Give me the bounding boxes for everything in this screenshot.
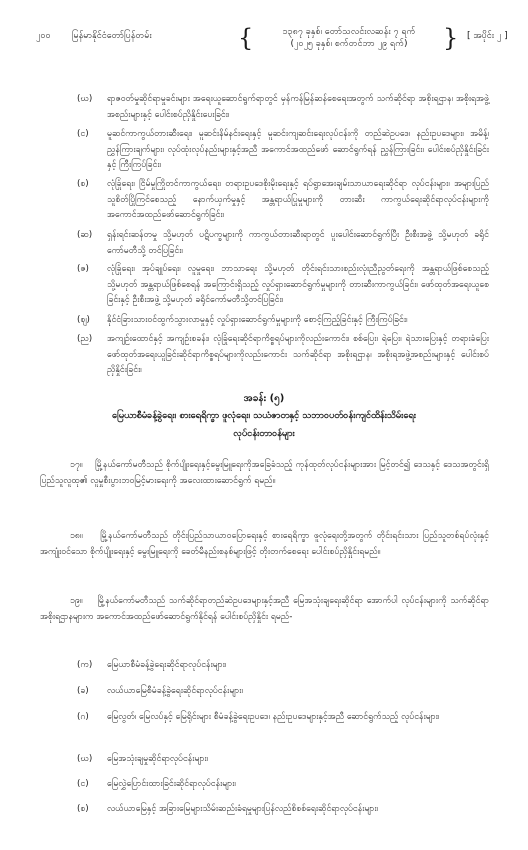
list-item bbox=[77, 710, 489, 726]
list-item bbox=[77, 802, 489, 818]
item-text: မြေလွှဲပြောင်းထားခြင်းဆိုင်ရာလုပ်ငန်းများ၊ bbox=[107, 779, 236, 789]
section-body: မြို့နယ်ကော်မတီသည် သက်ဆိုင်ရာတည်ဆဲဥပဒေများနှင့်အညီ မြေအသုံးချရေးဆိုင်ရာ အောက်ပါ လုပ်ငန်းများကို သက်ဆိုင်ရာအစိုးရဌာနများက အကောင်အထည်ဖော်ဆောင်ရွက်နိုင်ရန် ပေါင်းစပ်ညှိနှိုင်း ရမည်- bbox=[40, 596, 490, 622]
item-text: လုံခြုံရေး၊ ငြိမ်မှုကြိုတင်ကာကွယ်ရေး၊ တရားဥပဒေစိုးမိုးရေးနှင့် ရပ်ရွာအေးချမ်းသာယာရေးဆိုင်ရာ လုပ်ငန်းများ၊ အများပြည်သူစိတ်ပြိုကြင်စေသည့် နောက်ယှက်မှုနှင့် အန္တရာယ်ပြုမှုများကို တားဆီး ကာကွယ်ရေးဆိုင်ရာလုပ်ငန်းများကို အကောင်အထည်ဖော်ဆောင်ရွက်ခြင်း၊ bbox=[107, 179, 489, 220]
section-number: ၁၉။ bbox=[70, 596, 83, 606]
list-item bbox=[77, 777, 489, 793]
section-number: ၁၇။ bbox=[70, 460, 83, 470]
right-brace: } bbox=[443, 24, 459, 52]
item-label: (ဃ) bbox=[77, 754, 93, 764]
section-body: မြို့နယ်ကော်မတီသည် စိုက်ပျိုးရေးနှင့်မွေးမြူရေးကိုအခြေခံသည့် ကုန်ထုတ်လုပ်ငန်းများအား မြင့်တင်၍ ဒေသနှင့် ဒေသအတွင်းရှိ ပြည်သူလူထု၏ လူမှုစီးပွားဘဝမြင့်မားရေးကို အလေးထားဆောင်ရွက် ရမည်။ bbox=[40, 460, 489, 486]
list-item bbox=[77, 228, 489, 259]
item-label: (ဇ) bbox=[77, 264, 89, 274]
item-text: မြေအသုံးချမှုဆိုင်ရာလုပ်ငန်းများ၊ bbox=[107, 754, 209, 764]
section-text bbox=[40, 458, 489, 489]
list-item bbox=[77, 332, 489, 379]
item-label: (ဆ) bbox=[77, 230, 93, 240]
list-item bbox=[77, 262, 489, 309]
item-text: အကျဉ်းထောင်နှင့် အကျဉ်းစခန်း၊ လုံခြုံရေးဆိုင်ရာကိစ္စရပ်များကိုလည်းကောင်း၊ စစ်ပြေး၊ ရဲပြေး၊ ရဲသားပြေးနှင့် တရားခံပြေး ဖော်ထုတ်အရေးယူခြင်းဆိုင်ရာကိစ္စရပ်များကိုလည်းကောင်း သက်ဆိုင်ရာ အစိုးရဌာန၊ အစိုးရအဖွဲ့အစည်းများနှင့် ပေါင်းစပ်ညှိနှိုင်းခြင်း၊ bbox=[107, 334, 489, 375]
section-18 bbox=[40, 529, 489, 560]
section-body: မြို့နယ်ကော်မတီသည် တိုင်းပြည်သာယာဝပြောရေးနှင့် စားရေရိက္ခာ ဖူလုံရေးတို့အတွက် တိုင်းရင်းသား ပြည်သူတစ်ရပ်လုံးနှင့် အကျုံးဝင်သော စိုက်ပျိုးရေးနှင့် မွေးမြူရေးကို ခေတ်မီနည်းစနစ်များဖြင့် တိုးတက်စေရေး ပေါင်းစပ်ညှိနှိုင်းရမည်။ bbox=[40, 531, 490, 557]
part-label: [ အပိုင်း ၂ ] bbox=[467, 31, 508, 41]
section-17 bbox=[40, 458, 489, 489]
issue-date-line1: ၁၃၈၇ ခုနှစ်၊ တော်သလင်းလဆန်း ၇ ရက် bbox=[282, 27, 416, 37]
issue-date-line2: (၂၀၂၅ ခုနှစ်၊ စက်တင်ဘာ ၂၉ ရက်) bbox=[290, 39, 408, 49]
item-text: ရှန်းရင်းဆန်တမှု သို့မဟုတ် ပဋိပက္ခများကို ကာကွယ်တားဆီးရာတွင် ပူးပေါင်းဆောင်ရွက်ပြီး ဦးစီးအဖွဲ့ သို့မဟုတ် ခရိုင်ကော်မတီသို့ တင်ပြခြင်း၊ bbox=[107, 230, 489, 256]
list-item bbox=[77, 752, 489, 768]
item-label: (င) bbox=[77, 129, 89, 139]
section-text bbox=[40, 529, 489, 560]
item-label: (ဈ) bbox=[77, 315, 90, 325]
item-text: လယ်ယာမြေနှင့် အခြားမြေများသိမ်းဆည်းခံရမှုများပြန်လည်စိစစ်ရေးဆိုင်ရာလုပ်ငန်းများ၊ bbox=[107, 804, 378, 814]
item-text: လုံခြုံရေး၊ အုပ်ချုပ်ရေး၊ လူမှုရေး၊ ဘာသာရေး သို့မဟုတ် တိုင်းရင်းသားစည်းလုံးညီညွတ်ရေးကို အန္တရာယ်ဖြစ်စေသည့် သို့မဟုတ် အန္တရာယ်ဖြစ်စေရန် အကြောင်းရှိသည့် လှုပ်ရှားဆောင်ရွက်မှုများကို တားဆီးကာကွယ်ခြင်း၊ ဖော်ထုတ်အရေးယူစေခြင်းနှင့် ဦးစီးအဖွဲ့ သို့မဟုတ် ခရိုင်ကော်မတီသို့တင်ပြခြင်း၊ bbox=[107, 264, 489, 305]
item-label: (စ) bbox=[77, 179, 89, 189]
item-label: (ည) bbox=[77, 334, 93, 344]
item-label: (က) bbox=[77, 660, 93, 670]
chapter-title: အခန်း (၅) bbox=[243, 393, 285, 404]
list-item bbox=[77, 658, 489, 674]
chapter-heading-line1: မြေယာစီမံခန့်ခွဲရေး၊ စားရေရိက္ခာ ဖူလုံရေး၊ သယံဇာတနှင့် သဘာဝပတ်ဝန်းကျင်ထိန်းသိမ်းရေး bbox=[111, 410, 416, 421]
list-item bbox=[77, 313, 489, 329]
gazette-title: မြန်မာနိုင်ငံတော်ပြန်တမ်း bbox=[72, 31, 152, 41]
item-text: မူဆင်ကာကွယ်တားဆီးရေး၊ မူဆင်းနိမ်နင်းရေးနှင့် မူဆင်းကျဆင်းရေးလုပ်ငန်းကို တည်ဆဲဥပဒေ၊ နည်းဥပဒေများ၊ အမိန့်၊ ညွှန်ကြားချက်များ၊ လုပ်ထုံးလုပ်နည်းများနှင့်အညီ အကောင်အထည်ဖော် ဆောင်ရွက်ရန် ညွှန်ကြားခြင်း၊ ပေါင်းစပ်ညှိနှိုင်းခြင်းနှင့် ကြီးကြပ်ခြင်း၊ bbox=[107, 129, 489, 170]
page-number: ၂၀၀ bbox=[36, 31, 51, 41]
list-item bbox=[77, 684, 489, 700]
item-label: (ဂ) bbox=[77, 712, 89, 722]
item-label: (စ) bbox=[77, 804, 89, 814]
list-item bbox=[77, 92, 489, 123]
section-text bbox=[40, 594, 489, 625]
item-label: (င) bbox=[77, 779, 89, 789]
item-text: ရာဇဝတ်မှုဆိုင်ရာမှုခင်းများ အရေးယူဆောင်ရွက်ရာတွင် မှန်ကန်မြန်ဆန်စေရေးအတွက် သက်ဆိုင်ရာ အစိုးရဌာန၊ အစိုးရအဖွဲ့အစည်းများနှင့် ပေါင်းစပ်ညှိနှိုင်းပေးခြင်း၊ bbox=[107, 94, 489, 120]
left-brace: { bbox=[238, 24, 254, 52]
section-number: ၁၈။ bbox=[70, 531, 83, 541]
item-text: မြေယာစီမံခန့်ခွဲရေးဆိုင်ရာလုပ်ငန်းများ၊ bbox=[107, 660, 227, 670]
list-item bbox=[77, 127, 489, 174]
list-item bbox=[77, 177, 489, 224]
item-text: မြေလွတ်၊ မြေလပ်နှင့် မြေရိုင်းများ စီမံခန့်ခွဲရေးဥပဒေ၊ နည်းဥပဒေများနှင့်အညီ ဆောင်ရွက်သည့် လုပ်ငန်းများ၊ bbox=[107, 712, 440, 722]
item-label: (ခ) bbox=[77, 686, 89, 696]
item-label: (ဃ) bbox=[77, 94, 93, 104]
issue-date bbox=[268, 26, 430, 50]
chapter-heading-line2: လုပ်ငန်းတာဝန်များ bbox=[233, 428, 295, 439]
item-text: လယ်ယာမြေစီမံခန့်ခွဲရေးဆိုင်ရာလုပ်ငန်းများ၊ bbox=[107, 686, 243, 696]
section-19 bbox=[40, 594, 489, 625]
item-text: နိုင်ငံခြားသားဝင်ထွက်သွားလာမှုနှင့် လှုပ်ရှားဆောင်ရွက်မှုများကို စောင့်ကြည့်ခြင်းနှင့် ကြီးကြပ်ခြင်း၊ bbox=[107, 315, 408, 325]
